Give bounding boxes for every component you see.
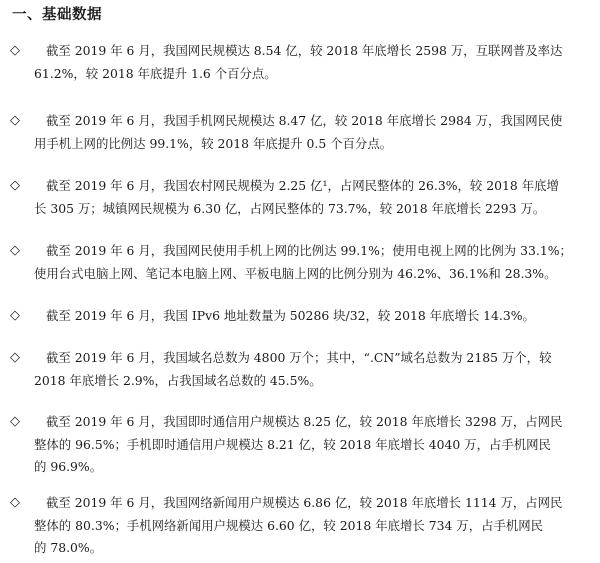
item-line: 截至 2019 年 6 月，我国手机网民规模达 8.47 亿，较 2018 年底增长 2984 万，我国网民使: [46, 113, 563, 128]
item-text: [34, 240, 586, 285]
item-line: 截至 2019 年 6 月，我国网民规模达 8.54 亿，较 2018 年底增长 2598 万，互联网普及率达: [46, 43, 563, 58]
item-line: 的 96.9%。: [34, 459, 103, 474]
item-line: 截至 2019 年 6 月，我国 IPv6 地址数量为 50286 块/32，较 2018 年底增长 14.3%。: [46, 308, 535, 323]
item-text: [34, 347, 586, 392]
item-line: 整体的 80.3%；手机网络新闻用户规模达 6.60 亿，较 2018 年底增长 734 万，占手机网民: [34, 517, 544, 533]
item-line: 2018 年底增长 2.9%，占我国域名总数的 45.5%。: [34, 372, 322, 388]
diamond-bullet-icon: ◇: [10, 178, 20, 193]
diamond-bullet-icon: ◇: [10, 243, 20, 258]
diamond-bullet-icon: ◇: [10, 495, 20, 510]
item-line: 截至 2019 年 6 月，我国网民使用手机上网的比例达 99.1%；使用电视上网的比例为 33.1%；: [46, 243, 572, 258]
diamond-bullet-icon: ◇: [10, 113, 20, 128]
item-line: 整体的 96.5%；手机即时通信用户规模达 8.21 亿，较 2018 年底增长 4040 万，占手机网民: [34, 436, 551, 452]
item-line: 用手机上网的比例达 99.1%，较 2018 年底提升 0.5 个百分点。: [34, 135, 393, 151]
item-line: 截至 2019 年 6 月，我国域名总数为 4800 万个；其中，“.CN”域名总数为 2185 万个，较: [46, 350, 552, 365]
diamond-bullet-icon: ◇: [10, 414, 20, 429]
diamond-bullet-icon: ◇: [10, 43, 20, 58]
section-heading: 一、基础数据: [12, 7, 102, 23]
item-line: 的 78.0%。: [34, 540, 103, 555]
item-text: [46, 305, 586, 328]
item-text: [34, 175, 586, 220]
item-line: 61.2%，较 2018 年底提升 1.6 个百分点。: [34, 65, 277, 81]
item-text: [34, 411, 586, 479]
item-text: [34, 110, 586, 155]
item-line: 截至 2019 年 6 月，我国网络新闻用户规模达 6.86 亿，较 2018 年底增长 1114 万，占网民: [46, 495, 563, 510]
item-text: [34, 40, 586, 85]
item-text: [34, 492, 586, 560]
item-line: 使用台式电脑上网、笔记本电脑上网、平板电脑上网的比例分别为 46.2%、36.1%和 28.3%。: [34, 265, 557, 281]
item-line: 长 305 万；城镇网民规模为 6.30 亿，占网民整体的 73.7%，较 2018 年底增长 2293 万。: [34, 200, 546, 216]
diamond-bullet-icon: ◇: [10, 350, 20, 365]
item-line: 截至 2019 年 6 月，我国农村网民规模为 2.25 亿¹，占网民整体的 26.3%，较 2018 年底增: [46, 178, 559, 193]
item-line: 截至 2019 年 6 月，我国即时通信用户规模达 8.25 亿，较 2018 年底增长 3298 万，占网民: [46, 414, 563, 429]
diamond-bullet-icon: ◇: [10, 308, 20, 323]
